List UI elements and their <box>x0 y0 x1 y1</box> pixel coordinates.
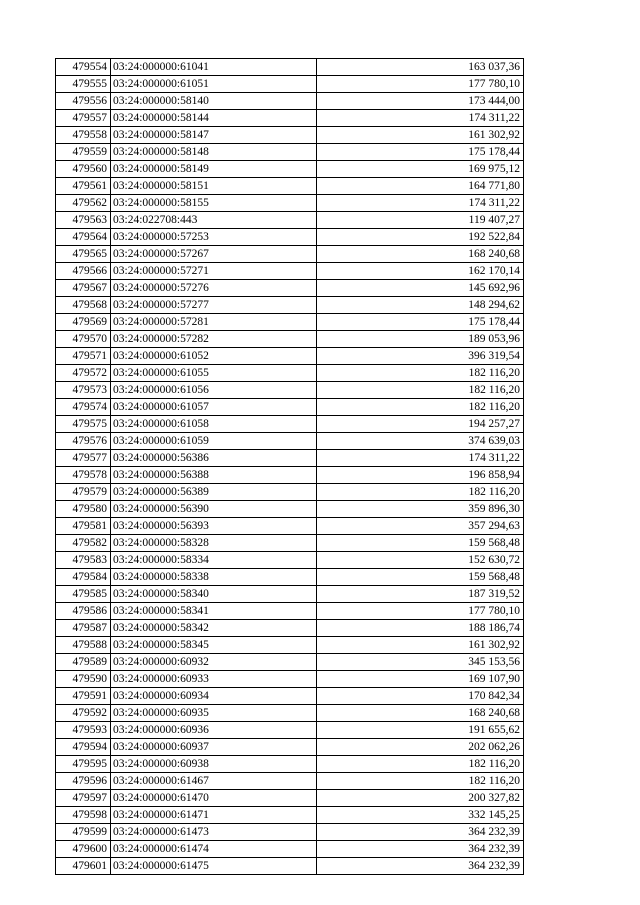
cadastral-value-cell: 177 780,10 <box>317 76 524 93</box>
table-row <box>56 858 524 875</box>
cadastral-value-cell: 332 145,25 <box>317 807 524 824</box>
cadastral-value-cell: 357 294,63 <box>317 518 524 535</box>
table-row <box>56 467 524 484</box>
cadastral-number-cell: 03:24:000000:57253 <box>111 229 317 246</box>
cadastral-value-cell: 145 692,96 <box>317 280 524 297</box>
cadastral-value-cell: 191 655,62 <box>317 722 524 739</box>
row-id-cell: 479560 <box>56 161 111 178</box>
cadastral-value-cell: 182 116,20 <box>317 382 524 399</box>
row-id-cell: 479580 <box>56 501 111 518</box>
row-id-cell: 479581 <box>56 518 111 535</box>
cadastral-number-cell: 03:24:000000:57267 <box>111 246 317 263</box>
table-row <box>56 144 524 161</box>
row-id-cell: 479556 <box>56 93 111 110</box>
cadastral-value-cell: 182 116,20 <box>317 484 524 501</box>
cadastral-number-cell: 03:24:000000:58144 <box>111 110 317 127</box>
row-id-cell: 479591 <box>56 688 111 705</box>
table-row <box>56 603 524 620</box>
cadastral-value-cell: 170 842,34 <box>317 688 524 705</box>
cadastral-number-cell: 03:24:000000:58151 <box>111 178 317 195</box>
cadastral-number-cell: 03:24:000000:60936 <box>111 722 317 739</box>
table-row <box>56 331 524 348</box>
cadastral-value-cell: 148 294,62 <box>317 297 524 314</box>
table-row <box>56 739 524 756</box>
cadastral-number-cell: 03:24:000000:61055 <box>111 365 317 382</box>
cadastral-number-cell: 03:24:000000:56389 <box>111 484 317 501</box>
row-id-cell: 479564 <box>56 229 111 246</box>
table-row <box>56 671 524 688</box>
cadastral-value-cell: 374 639,03 <box>317 433 524 450</box>
row-id-cell: 479573 <box>56 382 111 399</box>
cadastral-number-cell: 03:24:000000:61051 <box>111 76 317 93</box>
table-row <box>56 178 524 195</box>
table-row <box>56 399 524 416</box>
cadastral-value-cell: 152 630,72 <box>317 552 524 569</box>
cadastral-number-cell: 03:24:000000:57276 <box>111 280 317 297</box>
cadastral-value-cell: 202 062,26 <box>317 739 524 756</box>
table-row <box>56 433 524 450</box>
table-row <box>56 280 524 297</box>
cadastral-number-cell: 03:24:000000:58342 <box>111 620 317 637</box>
cadastral-value-cell: 182 116,20 <box>317 399 524 416</box>
cadastral-number-cell: 03:24:000000:58155 <box>111 195 317 212</box>
cadastral-number-cell: 03:24:000000:61473 <box>111 824 317 841</box>
table-row <box>56 484 524 501</box>
table-row <box>56 348 524 365</box>
cadastral-value-cell: 177 780,10 <box>317 603 524 620</box>
cadastral-number-cell: 03:24:000000:60934 <box>111 688 317 705</box>
table-row <box>56 416 524 433</box>
cadastral-value-cell: 159 568,48 <box>317 535 524 552</box>
row-id-cell: 479592 <box>56 705 111 722</box>
row-id-cell: 479583 <box>56 552 111 569</box>
table-row <box>56 297 524 314</box>
cadastral-number-cell: 03:24:000000:58148 <box>111 144 317 161</box>
cadastral-value-cell: 119 407,27 <box>317 212 524 229</box>
cadastral-number-cell: 03:24:000000:56390 <box>111 501 317 518</box>
row-id-cell: 479595 <box>56 756 111 773</box>
row-id-cell: 479568 <box>56 297 111 314</box>
row-id-cell: 479566 <box>56 263 111 280</box>
row-id-cell: 479590 <box>56 671 111 688</box>
cadastral-number-cell: 03:24:000000:61470 <box>111 790 317 807</box>
cadastral-number-cell: 03:24:000000:61467 <box>111 773 317 790</box>
table-row <box>56 76 524 93</box>
row-id-cell: 479554 <box>56 59 111 76</box>
cadastral-number-cell: 03:24:000000:61041 <box>111 59 317 76</box>
cadastral-value-cell: 182 116,20 <box>317 756 524 773</box>
table-row <box>56 246 524 263</box>
table-row <box>56 569 524 586</box>
cadastral-number-cell: 03:24:000000:57271 <box>111 263 317 280</box>
cadastral-value-cell: 182 116,20 <box>317 773 524 790</box>
cadastral-number-cell: 03:24:000000:60935 <box>111 705 317 722</box>
cadastral-number-cell: 03:24:000000:58149 <box>111 161 317 178</box>
cadastral-value-cell: 174 311,22 <box>317 195 524 212</box>
cadastral-value-cell: 168 240,68 <box>317 705 524 722</box>
cadastral-number-cell: 03:24:000000:60938 <box>111 756 317 773</box>
row-id-cell: 479574 <box>56 399 111 416</box>
row-id-cell: 479593 <box>56 722 111 739</box>
row-id-cell: 479571 <box>56 348 111 365</box>
table-row <box>56 654 524 671</box>
cadastral-value-cell: 164 771,80 <box>317 178 524 195</box>
cadastral-number-cell: 03:24:000000:60937 <box>111 739 317 756</box>
cadastral-value-cell: 161 302,92 <box>317 637 524 654</box>
row-id-cell: 479586 <box>56 603 111 620</box>
cadastral-value-cell: 364 232,39 <box>317 824 524 841</box>
cadastral-number-cell: 03:24:000000:61475 <box>111 858 317 875</box>
table-row <box>56 688 524 705</box>
table-row <box>56 314 524 331</box>
row-id-cell: 479597 <box>56 790 111 807</box>
cadastral-value-cell: 188 186,74 <box>317 620 524 637</box>
table-row <box>56 841 524 858</box>
cadastral-number-cell: 03:24:000000:61474 <box>111 841 317 858</box>
cadastral-value-cell: 345 153,56 <box>317 654 524 671</box>
cadastral-value-cell: 192 522,84 <box>317 229 524 246</box>
cadastral-value-cell: 163 037,36 <box>317 59 524 76</box>
cadastral-value-cell: 168 240,68 <box>317 246 524 263</box>
cadastral-number-cell: 03:24:000000:56388 <box>111 467 317 484</box>
cadastral-value-cell: 174 311,22 <box>317 450 524 467</box>
row-id-cell: 479584 <box>56 569 111 586</box>
row-id-cell: 479582 <box>56 535 111 552</box>
cadastral-value-cell: 173 444,00 <box>317 93 524 110</box>
cadastral-number-cell: 03:24:000000:61058 <box>111 416 317 433</box>
cadastral-number-cell: 03:24:000000:61052 <box>111 348 317 365</box>
cadastral-number-cell: 03:24:000000:61057 <box>111 399 317 416</box>
row-id-cell: 479587 <box>56 620 111 637</box>
row-id-cell: 479585 <box>56 586 111 603</box>
table-row <box>56 263 524 280</box>
row-id-cell: 479562 <box>56 195 111 212</box>
cadastral-value-cell: 182 116,20 <box>317 365 524 382</box>
row-id-cell: 479578 <box>56 467 111 484</box>
table-row <box>56 586 524 603</box>
cadastral-value-cell: 194 257,27 <box>317 416 524 433</box>
table-row <box>56 127 524 144</box>
table-row <box>56 807 524 824</box>
row-id-cell: 479596 <box>56 773 111 790</box>
table-row <box>56 637 524 654</box>
cadastral-value-cell: 196 858,94 <box>317 467 524 484</box>
row-id-cell: 479588 <box>56 637 111 654</box>
cadastral-value-cell: 359 896,30 <box>317 501 524 518</box>
cadastral-value-cell: 175 178,44 <box>317 314 524 331</box>
row-id-cell: 479577 <box>56 450 111 467</box>
cadastral-value-cell: 169 107,90 <box>317 671 524 688</box>
row-id-cell: 479559 <box>56 144 111 161</box>
table-row <box>56 59 524 76</box>
cadastral-number-cell: 03:24:000000:58345 <box>111 637 317 654</box>
cadastral-number-cell: 03:24:000000:58341 <box>111 603 317 620</box>
table-row <box>56 824 524 841</box>
row-id-cell: 479557 <box>56 110 111 127</box>
cadastral-value-cell: 162 170,14 <box>317 263 524 280</box>
cadastral-number-cell: 03:24:000000:61056 <box>111 382 317 399</box>
cadastral-number-cell: 03:24:000000:56393 <box>111 518 317 535</box>
row-id-cell: 479570 <box>56 331 111 348</box>
table-body <box>56 59 524 875</box>
cadastral-value-cell: 169 975,12 <box>317 161 524 178</box>
row-id-cell: 479567 <box>56 280 111 297</box>
cadastral-number-cell: 03:24:000000:58147 <box>111 127 317 144</box>
table-row <box>56 501 524 518</box>
cadastral-number-cell: 03:24:000000:58338 <box>111 569 317 586</box>
row-id-cell: 479599 <box>56 824 111 841</box>
row-id-cell: 479601 <box>56 858 111 875</box>
row-id-cell: 479572 <box>56 365 111 382</box>
row-id-cell: 479579 <box>56 484 111 501</box>
table-row <box>56 161 524 178</box>
cadastral-value-cell: 200 327,82 <box>317 790 524 807</box>
cadastral-number-cell: 03:24:000000:56386 <box>111 450 317 467</box>
row-id-cell: 479589 <box>56 654 111 671</box>
table-row <box>56 212 524 229</box>
cadastral-number-cell: 03:24:000000:57282 <box>111 331 317 348</box>
table-row <box>56 535 524 552</box>
cadastral-value-cell: 364 232,39 <box>317 841 524 858</box>
table-row <box>56 705 524 722</box>
table-row <box>56 773 524 790</box>
cadastral-number-cell: 03:24:000000:58328 <box>111 535 317 552</box>
table-row <box>56 620 524 637</box>
cadastral-value-cell: 189 053,96 <box>317 331 524 348</box>
cadastral-value-cell: 175 178,44 <box>317 144 524 161</box>
cadastral-number-cell: 03:24:000000:61059 <box>111 433 317 450</box>
table-row <box>56 790 524 807</box>
row-id-cell: 479575 <box>56 416 111 433</box>
row-id-cell: 479569 <box>56 314 111 331</box>
table-row <box>56 229 524 246</box>
table-row <box>56 93 524 110</box>
row-id-cell: 479598 <box>56 807 111 824</box>
cadastral-number-cell: 03:24:000000:58334 <box>111 552 317 569</box>
row-id-cell: 479555 <box>56 76 111 93</box>
cadastral-value-cell: 161 302,92 <box>317 127 524 144</box>
row-id-cell: 479563 <box>56 212 111 229</box>
cadastral-value-cell: 159 568,48 <box>317 569 524 586</box>
table-row <box>56 110 524 127</box>
table-row <box>56 552 524 569</box>
cadastral-number-cell: 03:24:000000:60933 <box>111 671 317 688</box>
table-row <box>56 382 524 399</box>
row-id-cell: 479594 <box>56 739 111 756</box>
table-row <box>56 722 524 739</box>
row-id-cell: 479600 <box>56 841 111 858</box>
cadastral-value-cell: 174 311,22 <box>317 110 524 127</box>
table-row <box>56 756 524 773</box>
table-row <box>56 518 524 535</box>
cadastral-number-cell: 03:24:000000:60932 <box>111 654 317 671</box>
cadastral-number-cell: 03:24:000000:58340 <box>111 586 317 603</box>
table-row <box>56 450 524 467</box>
table-row <box>56 365 524 382</box>
row-id-cell: 479576 <box>56 433 111 450</box>
cadastral-value-table <box>55 58 524 875</box>
cadastral-number-cell: 03:24:000000:57277 <box>111 297 317 314</box>
cadastral-value-cell: 187 319,52 <box>317 586 524 603</box>
table-row <box>56 195 524 212</box>
row-id-cell: 479565 <box>56 246 111 263</box>
row-id-cell: 479561 <box>56 178 111 195</box>
cadastral-number-cell: 03:24:000000:57281 <box>111 314 317 331</box>
cadastral-number-cell: 03:24:022708:443 <box>111 212 317 229</box>
cadastral-value-cell: 364 232,39 <box>317 858 524 875</box>
row-id-cell: 479558 <box>56 127 111 144</box>
cadastral-number-cell: 03:24:000000:61471 <box>111 807 317 824</box>
cadastral-value-cell: 396 319,54 <box>317 348 524 365</box>
cadastral-number-cell: 03:24:000000:58140 <box>111 93 317 110</box>
